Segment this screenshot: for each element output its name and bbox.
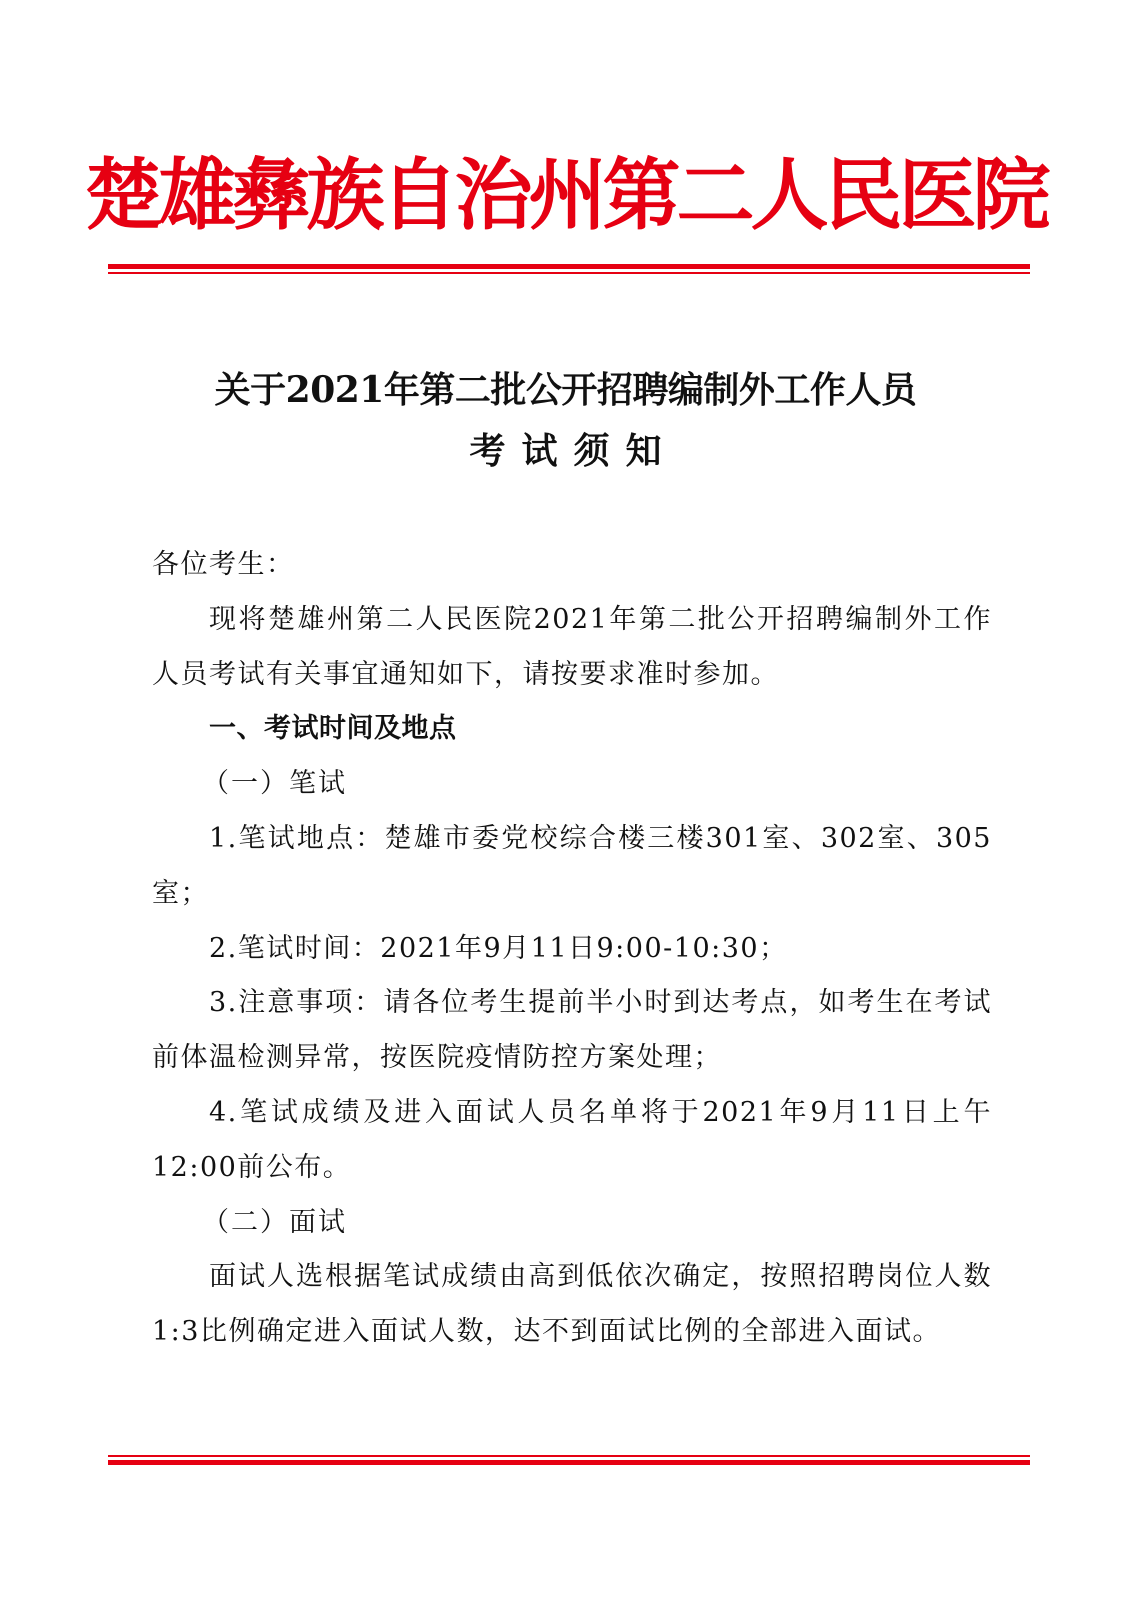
written-exam-time: 2.笔试时间：2021年9月11日9:00-10:30； <box>209 932 788 964</box>
header-rule-thin <box>108 272 1030 274</box>
organization-header: 楚雄彝族自治州第二人民医院 <box>84 151 1047 241</box>
intro-paragraph: 现将楚雄州第二人民医院2021年第二批公开招聘编制外工作人员考试有关事宜通知如下，请按要求准时参加。 <box>152 603 992 690</box>
salutation: 各位考生： <box>152 549 295 580</box>
section-heading-exam-time-place: 一、考试时间及地点 <box>209 713 457 745</box>
footer-rule-thick <box>108 1460 1030 1465</box>
subheading-written-exam: （一）笔试 <box>202 768 347 800</box>
written-exam-location: 1.笔试地点：楚雄市委党校综合楼三楼301室、302室、305室； <box>152 822 992 909</box>
written-exam-results: 4.笔试成绩及进入面试人员名单将于2021年9月11日上午12:00前公布。 <box>152 1096 992 1183</box>
subheading-interview: （二）面试 <box>202 1206 347 1238</box>
notice-title-line2: 考试须知 <box>469 430 678 472</box>
notice-title-line1: 关于2021年第二批公开招聘编制外工作人员 <box>214 369 917 411</box>
header-rule-thick <box>108 264 1030 269</box>
footer-rule-thin <box>108 1455 1030 1457</box>
notice-body <box>152 538 992 1360</box>
written-exam-notes: 3.注意事项：请各位考生提前半小时到达考点，如考生在考试前体温检测异常，按医院疫情防控方案处理； <box>152 987 992 1074</box>
interview-paragraph: 面试人选根据笔试成绩由高到低依次确定，按照招聘岗位人数1:3比例确定进入面试人数，达不到面试比例的全部进入面试。 <box>152 1261 992 1348</box>
